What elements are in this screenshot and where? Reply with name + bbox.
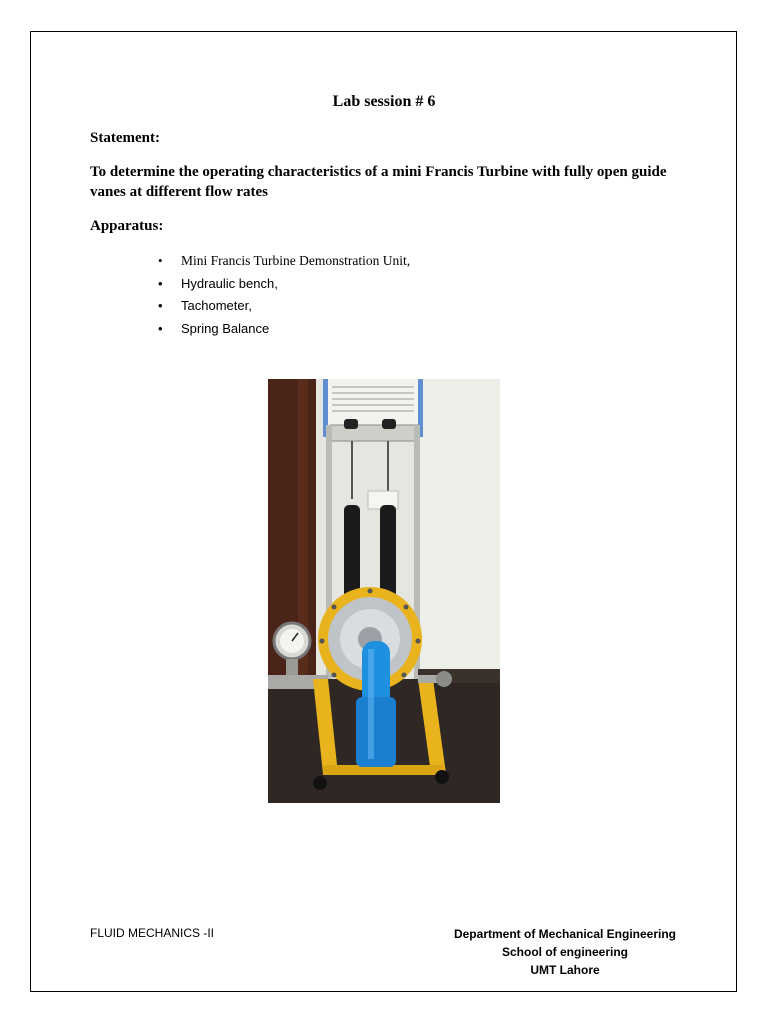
footer-institution xyxy=(445,925,685,979)
list-item xyxy=(158,318,410,341)
list-item xyxy=(158,250,410,273)
footer-course: FLUID MECHANICS -II xyxy=(90,926,215,940)
footer-department: Department of Mechanical Engineering xyxy=(453,927,677,941)
statement-text: To determine the operating characteristics of a mini Francis Turbine with fully open guide vanes at different flow rates xyxy=(90,164,667,200)
apparatus-list xyxy=(158,250,410,340)
bullet-icon: • xyxy=(158,298,163,313)
apparatus-heading: Apparatus: xyxy=(90,218,164,234)
apparatus-item-label: Spring Balance xyxy=(181,320,270,336)
list-item xyxy=(158,295,410,318)
apparatus-item-label: Tachometer, xyxy=(181,298,252,313)
apparatus-item-label: Mini Francis Turbine Demonstration Unit, xyxy=(181,253,411,268)
page-title: Lab session # 6 xyxy=(332,93,436,110)
bullet-icon: • xyxy=(158,253,163,268)
footer-school: School of engineering xyxy=(501,945,628,959)
footer-university: UMT Lahore xyxy=(530,963,600,977)
bullet-icon: • xyxy=(158,320,163,336)
list-item xyxy=(158,273,410,296)
apparatus-item-label: Hydraulic bench, xyxy=(181,275,278,291)
bullet-icon: • xyxy=(158,275,163,291)
turbine-apparatus-photo xyxy=(268,379,500,803)
statement-heading: Statement: xyxy=(90,130,160,146)
